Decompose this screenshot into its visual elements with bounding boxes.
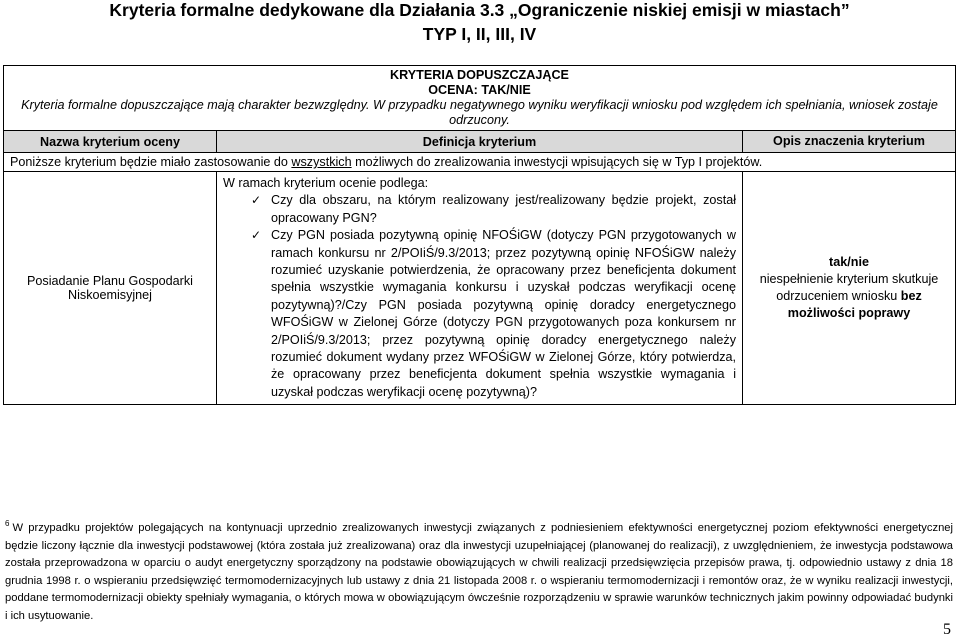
applicability-note	[4, 153, 956, 172]
column-header-row	[4, 131, 956, 153]
document-title: Kryteria formalne dedykowane dla Działania 3.3 „Ograniczenie niskiej emisji w miastach”	[109, 0, 850, 20]
column-header-significance: Opis znaczenia kryterium	[743, 131, 956, 153]
applicability-text-after: możliwych do zrealizowania inwestycji wpisujących się w Typ I projektów.	[351, 155, 763, 169]
definition-item	[251, 227, 736, 401]
definition-list	[223, 192, 736, 401]
criterion-definition	[217, 172, 743, 405]
criterion-significance	[743, 172, 956, 405]
applicability-text-before: Poniższe kryterium będzie miało zastosowanie do	[10, 155, 292, 169]
criterion-name: Posiadanie Planu Gospodarki Niskoemisyjnej	[4, 172, 217, 405]
applicability-row	[4, 153, 956, 172]
definition-item	[251, 192, 736, 227]
definition-item-text: Czy dla obszaru, na którym realizowany jest/realizowany będzie projekt, został opracowany PGN?	[271, 193, 736, 225]
column-header-definition: Definicja kryterium	[217, 131, 743, 153]
significance-text: niespełnienie kryterium skutkuje odrzuceniem wniosku	[759, 272, 939, 304]
definition-intro: W ramach kryterium ocenie podlega:	[223, 176, 429, 190]
checkmark-icon: ✓	[251, 193, 262, 208]
significance-answer: tak/nie	[829, 255, 869, 270]
section-header-row	[4, 66, 956, 131]
significance-emphasis: bez możliwości poprawy	[787, 289, 922, 321]
page-number: 5	[943, 621, 951, 638]
significance-description	[749, 271, 949, 322]
column-header-name: Nazwa kryterium oceny	[4, 131, 217, 153]
applicability-text-underlined: wszystkich	[291, 155, 352, 169]
section-header-cell	[4, 66, 956, 131]
criterion-row	[4, 172, 956, 405]
section-note: Kryteria formalne dopuszczające mają charakter bezwzględny. W przypadku negatywnego wyniku weryfikacji wniosku pod względem ich spełniania, wniosek zostaje odrzucony.	[21, 98, 938, 127]
footnote-text: W przypadku projektów polegających na kontynuacji uprzednio zrealizowanych inwestycji związanych z podniesieniem efektywności energetycznej poziom efektywności energetycznej będzie liczony łącznie dla inwestycji podstawowej (która została już zrealizowana) oraz dla inwestycji uzupełniającej (planowanej do realizacji), z uwzględnieniem, że inwestycja podstawowa została przeprowadzona w oparciu o audyt energetyczny sporządzony na podstawie obowiązujących w chwili realizacji przedsięwzięcia przepisów prawa, tj. odpowiednio ustawy z dnia 18 grudnia 1998 r. o wspieraniu przedsięwzięć termomodernizacyjnych lub ustawy z dnia 21 listopada 2008 r. o wspieraniu termomodernizacji i remontów oraz, że w wyniku realizacji inwestycji, poddane termomodernizacji obiekty spełniały wymagania, o których mowa w obowiązującym ówcześnie rozporządzeniu w sprawie warunków technicznych jakim powinny odpowiadać budynki i ich usytuowanie.	[5, 522, 953, 622]
document-subtitle-types: TYP I, II, III, IV	[422, 24, 537, 44]
criteria-table	[3, 65, 956, 405]
footnote-marker: 6	[5, 519, 10, 529]
footnote	[5, 520, 953, 626]
section-subtitle: OCENA: TAK/NIE	[428, 83, 531, 97]
section-title: KRYTERIA DOPUSZCZAJĄCE	[390, 68, 569, 82]
definition-item-text: Czy PGN posiada pozytywną opinię NFOŚiGW (dotyczy PGN przygotowanych w ramach konkursu nr 2/POIiŚ/9.3/2013; przez pozytywną opinię NFOŚiGW należy rozumieć uzyskanie potwierdzenia, że opracowany przez beneficjenta dokument spełnia wszystkie wymagania konkursu i uzyskał podczas weryfikacji ocenę pozytywną)?/Czy PGN posiada pozytywną opinię doradcy energetycznego WFOŚiGW w Zielonej Górze (dotyczy PGN przygotowanych poza konkursem nr 2/POIiŚ/9.3/2013; przez pozytywną opinię doradcy energetycznego należy rozumieć dokument wydany przez WFOŚiGW w Zielonej Górze, który potwierdza, że opracowany przez beneficjenta dokument spełnia wszystkie wymagania i uzyskał podczas weryfikacji ocenę pozytywną)?	[271, 228, 736, 399]
checkmark-icon: ✓	[251, 228, 262, 243]
